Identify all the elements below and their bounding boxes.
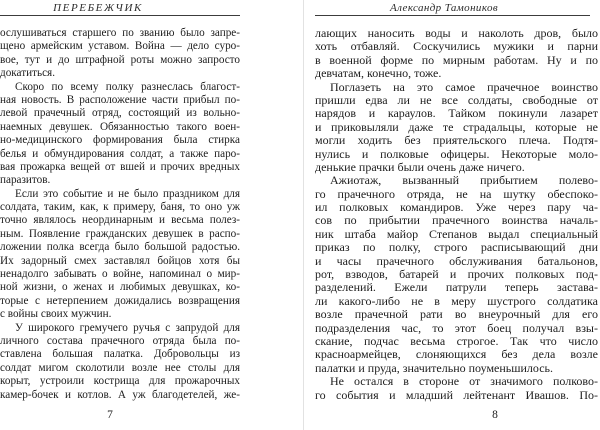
text-line: ным. Появление гражданских девушек в распо- (0, 227, 240, 240)
text-line: точно являлось неординарным и весьма полез- (0, 214, 240, 227)
text-line: нарядов и караулов. Тайком покинули лазарет (315, 107, 598, 121)
text-line: ная новость. В расположение части прибыл по- (0, 93, 240, 106)
text-line: го события и младший лейтенант Ивашов. По- (315, 388, 598, 402)
text-line: могли ходить без приятельского плеча. Подтя- (315, 134, 598, 148)
text-line: пришли едва ли не все солдаты, свободные от (315, 93, 598, 107)
text-line: докатиться. (0, 67, 56, 80)
page-right-body (315, 27, 598, 402)
page-left-number: 7 (107, 409, 113, 421)
text-line: лающих наносить воды и наколоть дров, было (315, 27, 598, 40)
text-line: го прачечного отряда, не на шутку обеспоко- (315, 187, 598, 201)
text-line: ник штаба майор Степанов выдал специальный (315, 227, 598, 241)
text-line: красноармейцев, слоняющихся без дела возле (315, 348, 598, 362)
text-line: наемных девушек. Обязанностью такого воен- (0, 120, 240, 133)
text-line: левой прачечный отряд, состоящий из вольно- (0, 107, 240, 120)
page-left-body (0, 27, 240, 402)
text-line: торые с нетерпением дожидались возвращения (0, 294, 240, 307)
text-line: подразделения час, то этот боец получал взы- (315, 321, 598, 335)
text-line: щено армейским уставом. Война — дело суро- (0, 40, 240, 53)
text-line: ослушиваться старшего по званию было запре- (0, 27, 240, 39)
text-line: У широкого гремучего ручья с запрудой для (15, 321, 240, 334)
text-line: вая прожарка вещей от вшей и прочих вредных (0, 160, 240, 173)
text-line: Не остался в стороне от значимого полково- (330, 375, 598, 389)
text-line: ной жизни, о женах и любимых девушках, ко- (0, 281, 240, 294)
text-line: в военной форме по мирным работам. Ну и по (315, 53, 598, 67)
text-line: с войны своих мужчин. (0, 308, 112, 321)
text-line: денькие прачки были очень даже ничего. (315, 160, 525, 174)
text-line: ли какого-либо не в меру шустрого солдатика (315, 294, 598, 308)
page-left-running-header: ПЕРЕБЕЖЧИК (53, 2, 143, 14)
text-line: сов по прибытии прачечного воинства началь- (315, 214, 598, 228)
text-line: девчатам, конечно, тоже. (315, 67, 442, 81)
text-line: и приковыляли даже те страдальцы, которые не (315, 120, 598, 134)
text-line: ил полковых командиров. Уже через пару ча- (315, 201, 598, 215)
text-line: Ажиотаж, вызванный прибытием полево- (330, 174, 598, 188)
text-line: разделений. Ежели патрули теперь застава- (315, 281, 598, 295)
text-line: и часы прачечного обслуживания батальонов, (315, 254, 598, 268)
text-line: приказ по полку, строго расписывающий дни (315, 241, 598, 255)
text-line: паразитов. (0, 174, 51, 187)
text-line: Скоро по всему полку разнеслась благост- (15, 80, 240, 93)
page-gutter-divider (303, 0, 304, 430)
text-line: Поглазеть на это самое прачечное воинство (330, 80, 598, 94)
page-right-number: 8 (492, 409, 498, 421)
text-line: рот, взводов, батарей и прочих полковых под- (315, 268, 598, 282)
text-line: белья и обмундирования солдат, а также паро- (0, 147, 240, 160)
text-line: палатки и пруда, значительно поуменьшилось. (315, 361, 554, 375)
text-line: хоть отбавляй. Соскучились мужики и парни (315, 40, 598, 54)
text-line: нулись и полковые офицеры. Некоторые моло- (315, 147, 598, 161)
text-line: личного состава прачечного отряда была по- (0, 334, 240, 347)
text-line: ставлена большая палатка. Добровольцы из (0, 348, 240, 361)
text-line: но-медицинского формирования была стирка (0, 134, 240, 147)
text-line: Их задорный смех заставлял бойцов хотя бы (0, 254, 240, 267)
text-line: камер-бочек и котлов. А уж благодетелей, же- (0, 388, 240, 401)
page-right-header-rule (315, 15, 590, 16)
page-left-header-rule (0, 15, 240, 16)
text-line: вое, тут и до штрафной роты можно запросто (0, 53, 240, 66)
text-line: скание, подчас весьма строгое. Так что число (315, 334, 598, 348)
page-right-running-header: Александр Тамоников (389, 2, 499, 14)
text-line: солдат мигом сколотили возле нее столы для (0, 361, 240, 374)
text-line: возле прачечной рати во внеурочный для его (315, 308, 598, 322)
text-line: ненадолго забывать о войне, напоминал о мир- (0, 268, 240, 281)
text-line: корыт, устроили кострища для прожарочных (0, 375, 240, 388)
text-line: Если это событие и не было праздником для (15, 187, 240, 200)
text-line: ложении полка всегда было большой радостью. (0, 241, 240, 254)
text-line: солдата, таким, как, к примеру, баня, то оно уж (0, 201, 240, 214)
